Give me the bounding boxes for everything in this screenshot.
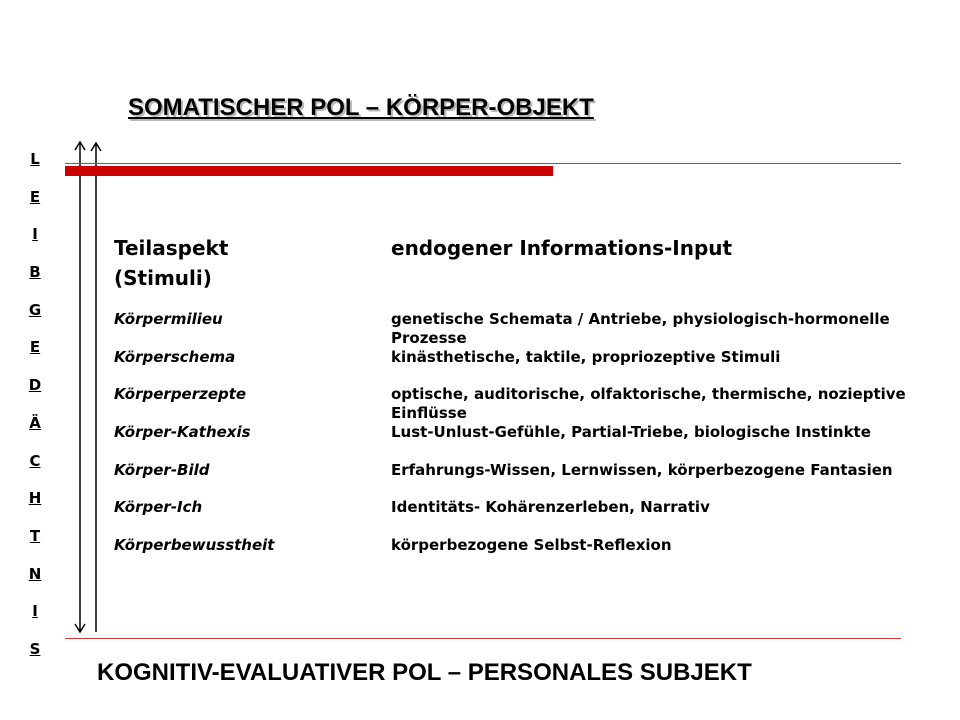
bidirectional-arrows [66,136,106,646]
vertical-letter: N [28,564,42,583]
header-input: endogener Informations-Input [391,236,733,260]
vertical-word-leibgedaechtnis [24,148,46,676]
aspect-input: Lust-Unlust-Gefühle, Partial-Triebe, biologische Instinkte [391,423,871,442]
aspect-name: Körper-Ich [114,498,203,517]
vertical-letter: Ä [29,413,41,432]
vertical-letter: E [29,338,41,357]
aspect-row [114,498,914,536]
aspect-list [114,310,914,574]
aspect-input: Erfahrungs-Wissen, Lernwissen, körperbezogene Fantasien [391,460,893,479]
aspect-row [114,461,914,499]
header-stimuli: (Stimuli) [114,266,212,290]
aspect-row [114,536,914,574]
aspect-input: körperbezogene Selbst-Reflexion [391,536,672,555]
aspect-row [114,423,914,461]
aspect-name: Körper-Kathexis [114,423,251,442]
top-divider-line [65,163,901,164]
vertical-letter: E [29,187,41,206]
red-accent-bar [65,166,553,176]
title-cognitive-pole: KOGNITIV-EVALUATIVER POL – PERSONALES SUBJEKT [97,659,752,686]
vertical-letter: C [29,451,41,470]
aspect-input: kinästhetische, taktile, propriozeptive Stimuli [391,347,781,366]
aspect-row [114,385,914,423]
vertical-letter: T [29,526,41,545]
aspect-input: Identitäts- Kohärenzerleben, Narrativ [391,498,710,517]
vertical-letter: D [28,376,42,395]
aspect-name: Körpermilieu [114,310,223,328]
vertical-letter: I [32,225,38,244]
aspect-name: Körperperzepte [114,385,247,404]
vertical-letter: L [30,150,40,168]
aspect-name: Körperschema [114,347,236,366]
aspect-row [114,348,914,386]
aspect-input: optische, auditorische, olfaktorische, thermische, nozieptive Einflüsse [391,385,906,423]
aspect-name: Körper-Bild [114,460,210,479]
vertical-letter: H [28,489,42,508]
header-teilaspekt: Teilaspekt [114,236,229,260]
vertical-letter: B [29,263,41,282]
aspect-input: genetische Schemata / Antriebe, physiologisch-hormonelle Prozesse [391,310,890,347]
bottom-divider-line [65,638,901,639]
aspect-name: Körperbewusstheit [114,536,275,555]
vertical-letter: G [28,300,42,319]
title-somatic-pole: SOMATISCHER POL – KÖRPER-OBJEKT [128,94,594,121]
vertical-letter: S [29,639,41,658]
vertical-letter: I [32,602,38,621]
aspect-row [114,310,914,348]
